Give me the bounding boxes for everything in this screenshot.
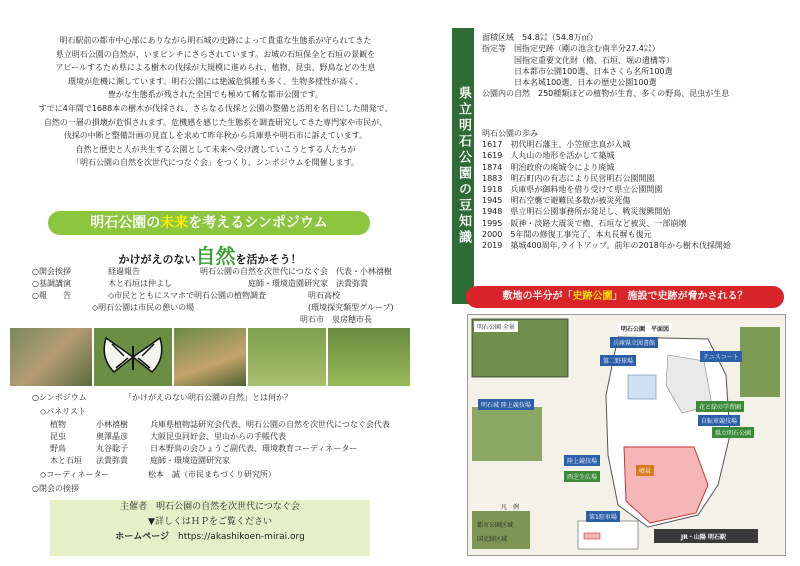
- history-text: 初代明石藩主、小笠原忠真が入城: [510, 140, 631, 150]
- symposium-subtitle-big: 自然: [195, 244, 236, 268]
- report-title: ◇市民とともにスマホで明石公園の植物調査: [108, 291, 266, 300]
- panelist-role: 庭師・環境造園研究家: [150, 456, 230, 465]
- panelist-role: 日本野鳥の会ひょうご副代表、環境教育コーディネーター: [150, 444, 358, 453]
- panelist-field: 昆虫: [50, 432, 66, 441]
- report2-title: ◇明石公園は市民の憩いの場: [92, 303, 195, 312]
- history-text: 人丸山の地形を活かして築城: [510, 151, 615, 161]
- homepage-label: ホームページ: [115, 532, 170, 542]
- history-item: [482, 218, 731, 229]
- intro-line: 明石駅前の都市中心部にありながら明石城の史跡によって貴重な生態系が守られてきた: [59, 36, 372, 45]
- map-label: 第二野球場: [600, 355, 636, 366]
- park-facts: [482, 32, 729, 100]
- panelist-name: 丸谷聡子: [96, 444, 128, 453]
- history-year: 1883: [482, 173, 503, 183]
- map-label: テニスコート: [700, 351, 742, 362]
- history-year: 1918: [482, 184, 503, 194]
- history-text: 兵庫県が御料地を借り受けて県立公園開園: [510, 184, 663, 194]
- intro-line: 「明石公園の自然を次世代につなぐ会」をつくり、シンポジウムを開催します。: [72, 158, 359, 168]
- keynote-label: ○基調講演: [32, 279, 71, 288]
- history-year: 1945: [482, 196, 503, 206]
- panelist-field: 野鳥: [50, 444, 66, 453]
- park-history: [482, 128, 731, 251]
- history-year: 1619: [482, 151, 503, 161]
- history-text: 5年間の修復工事完了、本丸長塀も復元: [510, 229, 652, 239]
- panelist-name: 奥澤晶彦: [96, 432, 128, 441]
- intro-line: 伐採の中断と整備計画の見直しを求めて昨年秋から兵庫県や明石市に訴えています。: [63, 131, 368, 141]
- coordinator-label: ◇コーディネーター: [40, 470, 110, 479]
- symposium-subtitle-post: を活かそう！: [235, 253, 302, 266]
- history-item: [482, 229, 731, 240]
- map-label: 明石城 陸上競技場: [478, 399, 534, 410]
- trivia-title: 県立明石公園の豆知識: [452, 28, 474, 304]
- coordinator-name: 松本 誠（市民まちづくり研究所）: [148, 470, 276, 479]
- history-text: 阪神・淡路大震災で櫓、石垣など被災、一部崩壊: [510, 218, 687, 228]
- map-label: 第1駐車場: [586, 511, 620, 522]
- symposium-title-pre: 明石公園の: [90, 215, 161, 231]
- panelist-name: 法貴弥貴: [96, 456, 128, 465]
- history-year: 2019: [482, 240, 503, 250]
- history-item: [482, 240, 731, 251]
- history-text: 築城400周年,ライトアップ。前年の2018年から樹木伐採開始: [510, 240, 731, 250]
- keynote-title: 木と石垣は仲よし: [108, 279, 172, 288]
- intro-text: [18, 34, 413, 170]
- panelist-label: ◇パネリスト: [40, 407, 86, 416]
- butterfly-icon: [94, 328, 172, 386]
- open-label: ○開会挨拶: [32, 267, 71, 276]
- panelist-field: 植物: [50, 420, 66, 429]
- map-label: 陸上競技場: [564, 455, 600, 466]
- photo-family-park: [248, 328, 326, 386]
- report-org-2: (環境探究類型グループ): [308, 303, 394, 312]
- history-text: 明治政府の廃城令により廃城: [510, 162, 615, 172]
- intro-line: すでに4年間で1688本の樹木が伐採され、さらなる伐採と公園の整備と活用を名目にした開発で、: [38, 103, 393, 113]
- history-item: [482, 162, 731, 173]
- fact-line: 日本名城100選、日本の歴史公園100選: [482, 78, 657, 88]
- footer-homepage: [50, 530, 370, 545]
- symposium-theme: 「かけがえのない明石公園の自然」とは何か？: [124, 393, 292, 402]
- symposium-label: ○シンポジウム: [32, 393, 87, 402]
- map-label: 県立明石公園: [712, 427, 754, 438]
- map-label: 花と緑の学習園: [696, 401, 744, 412]
- open-title: 経過報告: [108, 267, 140, 276]
- intro-line: 豊かな生態系が残された全国でも極めて稀な都市公園です。: [107, 90, 324, 100]
- history-title: 明石公園の歩み: [482, 129, 538, 138]
- legend-city-park: 都市公園区域: [477, 522, 514, 529]
- historic-site-banner: [466, 286, 784, 308]
- history-item: [482, 184, 731, 195]
- fact-line: 国指定重要文化財（櫓、石垣、堀の遺構等）: [482, 55, 674, 65]
- history-item: [482, 139, 731, 150]
- intro-line: 環境が危機に瀕しています。明石公園には絶滅危惧種も多く、生物多様性が高く、: [67, 76, 364, 86]
- legend-title: 凡 例: [501, 504, 520, 511]
- history-year: 1995: [482, 218, 503, 228]
- history-item: [482, 206, 731, 217]
- map-label: 自転車競技場: [698, 415, 740, 426]
- footer-detail: ▼詳しくはＨＰをご覧ください: [148, 517, 272, 527]
- history-year: 1874: [482, 162, 503, 172]
- symposium-title-highlight: 未来: [160, 215, 189, 231]
- footer-host: 主催者 明石公園の自然を次世代につなぐ会: [120, 502, 300, 512]
- history-item: [482, 150, 731, 161]
- fact-line: 公園内の自然 250種類ほどの植物が生育、多くの野鳥、昆虫が生息: [482, 89, 730, 99]
- map-label: 西芝生広場: [564, 471, 600, 482]
- symposium-subtitle-pre: かけがえのない: [118, 253, 196, 266]
- report-label: ○報 告: [32, 291, 71, 300]
- photo-butterfly: [94, 328, 172, 386]
- legend-national-site: 国史跡区域: [477, 536, 508, 543]
- open-org: 明石公園の自然を次世代につなぐ会 代表・小林禧樹: [200, 267, 392, 276]
- history-item: [482, 173, 731, 184]
- intro-line: アピールするため県による樹木の伐採が大規模に進められ、植物、昆虫、野鳥などの生息: [55, 63, 376, 73]
- history-item: [482, 195, 731, 206]
- history-year: 2000: [482, 229, 503, 239]
- fact-line: 面積区域 54.8㌶（54.8万㎡）: [482, 33, 598, 42]
- history-text: 県立明石公園事務所が発足し、戦災復興開始: [510, 207, 671, 217]
- banner-highlight: 史跡公園: [572, 291, 613, 302]
- report2-org: 明石市 泉房穂市長: [300, 315, 372, 324]
- panelist-name: 小林禧樹: [96, 420, 128, 429]
- photo-children-rocks: [10, 328, 92, 386]
- map-photo-label: 明石公園 全景: [474, 321, 518, 332]
- history-text: 明石町内の有志により民営明石公園開園: [510, 173, 655, 183]
- history-text: 明石空襲で避難民多数が被災死傷: [510, 196, 631, 206]
- map-station-label: JR・山陽 明石駅: [681, 534, 726, 541]
- map-label: 噴泉: [636, 465, 654, 476]
- map-title: 明石公園 平面図: [618, 323, 672, 334]
- banner-pre: 敷地の半分が「: [502, 291, 573, 302]
- fact-line: 指定等 国指定史跡（剛の池含む南半分27.4㌶）: [482, 44, 660, 54]
- report-org: 明石高校: [308, 291, 340, 300]
- homepage-url[interactable]: https://akashikoen-mirai.org: [178, 532, 305, 542]
- map-label: 兵庫県立図書館: [610, 337, 658, 348]
- panelist-role: 兵庫県植物誌研究会代表、明石公園の自然を次世代につなぐ会代表: [150, 420, 390, 429]
- park-map: [467, 314, 786, 556]
- banner-post: 」 施設で史跡が脅かされる？: [612, 291, 748, 302]
- photo-tree-stump: [174, 328, 246, 386]
- panelist-role: 大阪昆虫同好会、里山からの手帳代表: [150, 432, 286, 441]
- intro-line: 自然と歴史と人が共生する公園として未来へ受け渡していこうとする人たちが: [75, 144, 356, 154]
- panelist-field: 木と石垣: [50, 456, 82, 465]
- symposium-title-post: を考えるシンポジウム: [188, 215, 328, 231]
- footer-box: [50, 500, 370, 556]
- history-year: 1948: [482, 207, 503, 217]
- symposium-subtitle: [60, 240, 360, 269]
- fact-line: 日本都市公園100選、日本さくら名所100選: [482, 66, 673, 76]
- closing-label: ○閉会の挨拶: [32, 484, 79, 493]
- history-year: 1617: [482, 140, 503, 150]
- symposium-title: [48, 211, 370, 235]
- photo-people-walking: [328, 328, 410, 386]
- intro-line: 自然の一層の損壊が危惧されます。危機感を感じた生態系を調査研究してきた専門家や市民が、: [43, 117, 388, 127]
- keynote-org: 庭師・環境造園研究家 法貴弥貴: [248, 279, 368, 288]
- intro-line: 県立明石公園の自然が、いまピンチにさらされています。お城の石垣保全と石垣の景観を: [55, 49, 376, 59]
